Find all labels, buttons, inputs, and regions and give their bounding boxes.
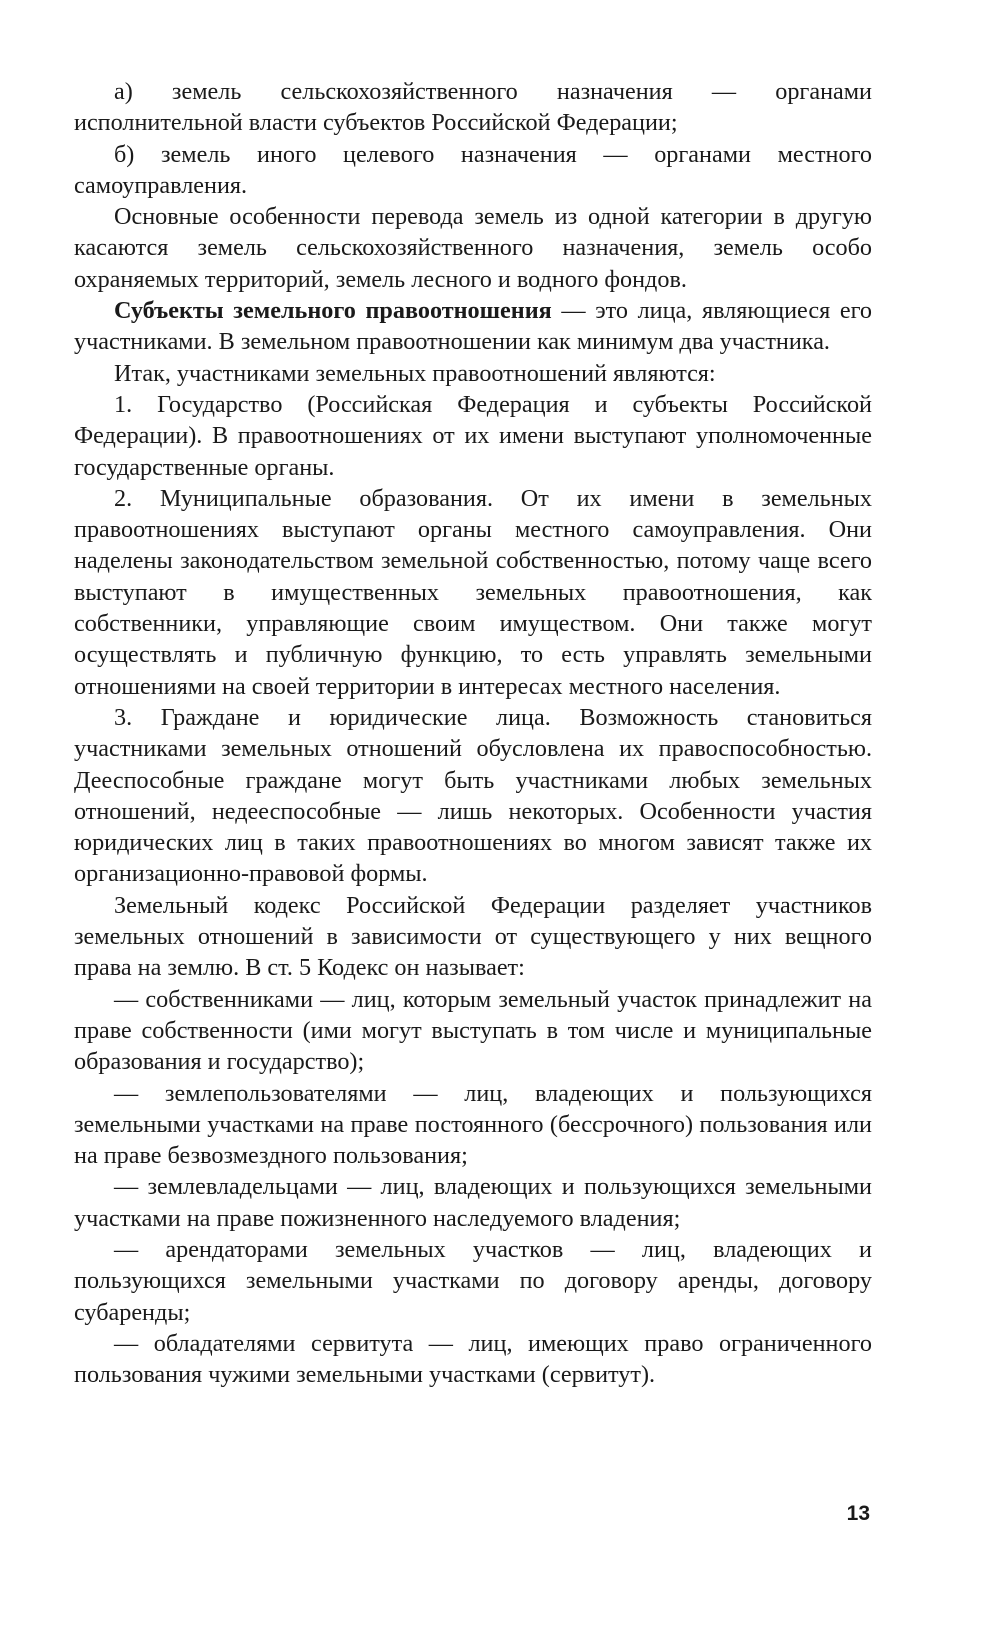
list-item-easement-holders: — обладателями сервитута — лиц, имеющих право ограниченного пользования чужими земельными участками (сервитут). <box>74 1329 872 1389</box>
paragraph-participant-state: 1. Государство (Российская Федерация и субъекты Российской Федерации). В правоотношениях от их имени выступают уполномоченные государственные органы. <box>74 390 872 481</box>
paragraph-participants-intro: Итак, участниками земельных правоотношений являются: <box>114 359 716 387</box>
definition-text: — это лица, являющиеся его участниками. В земельном правоотношении как минимум два участника. <box>74 297 872 356</box>
paragraph-subjects-definition <box>74 295 872 358</box>
body-text <box>74 76 872 1390</box>
defined-term: Субъекты земельного правоотношения <box>114 297 552 325</box>
list-item-land-holders: — землевладельцами — лиц, владеющих и пользующихся земельными участками на праве пожизненного наследуемого владения; <box>74 1173 872 1232</box>
page-number: 13 <box>846 1502 870 1525</box>
paragraph-land-code: Земельный кодекс Российской Федерации разделяет участников земельных отношений в зависимости от существующего у них вещного права на землю. В ст. 5 Кодекс он называет: <box>74 891 872 982</box>
paragraph-land-transfer: Основные особенности перевода земель из одной категории в другую касаются земель сельскохозяйственного назначения, земель особо охраняемых территорий, земель лесного и водного фондов. <box>74 203 872 293</box>
paragraph-participant-citizens: 3. Граждане и юридические лица. Возможность становиться участниками земельных отношений обусловлена их правоспособностью. Дееспособные граждане могут быть участниками любых земельных отношений, недееспособные — лишь некоторых. Особенности участия юридических лиц в таких правоотношениях во многом зависят также их организационно-правовой формы. <box>74 703 872 888</box>
paragraph-list-item-b: б) земель иного целевого назначения — органами местного самоуправления. <box>74 140 872 199</box>
paragraph-list-item-a: а) земель сельскохозяйственного назначения — органами исполнительной власти субъектов Российской Федерации; <box>74 78 872 137</box>
list-item-tenants: — арендаторами земельных участков — лиц, владеющих и пользующихся земельными участками по договору аренды, договору субаренды; <box>74 1235 872 1326</box>
list-item-land-users: — землепользователями — лиц, владеющих и пользующихся земельными участками на праве постоянного (бессрочного) пользования или на праве безвозмездного пользования; <box>74 1079 872 1170</box>
paragraph-participant-municipal: 2. Муниципальные образования. От их имени в земельных правоотношениях выступают органы местного самоуправления. Они наделены законодательством земельной собственностью, потому чаще всего выступают в имущественных земельных правоотношения, как собственники, управляющие своим имуществом. Они также могут осуществлять и публичную функцию, то есть управлять земельными отношениями на своей территории в интересах местного населения. <box>74 484 872 700</box>
list-item-owners: — собственниками — лиц, которым земельный участок принадлежит на праве собственности (ими могут выступать в том числе и муниципальные образования и государство); <box>74 985 872 1076</box>
